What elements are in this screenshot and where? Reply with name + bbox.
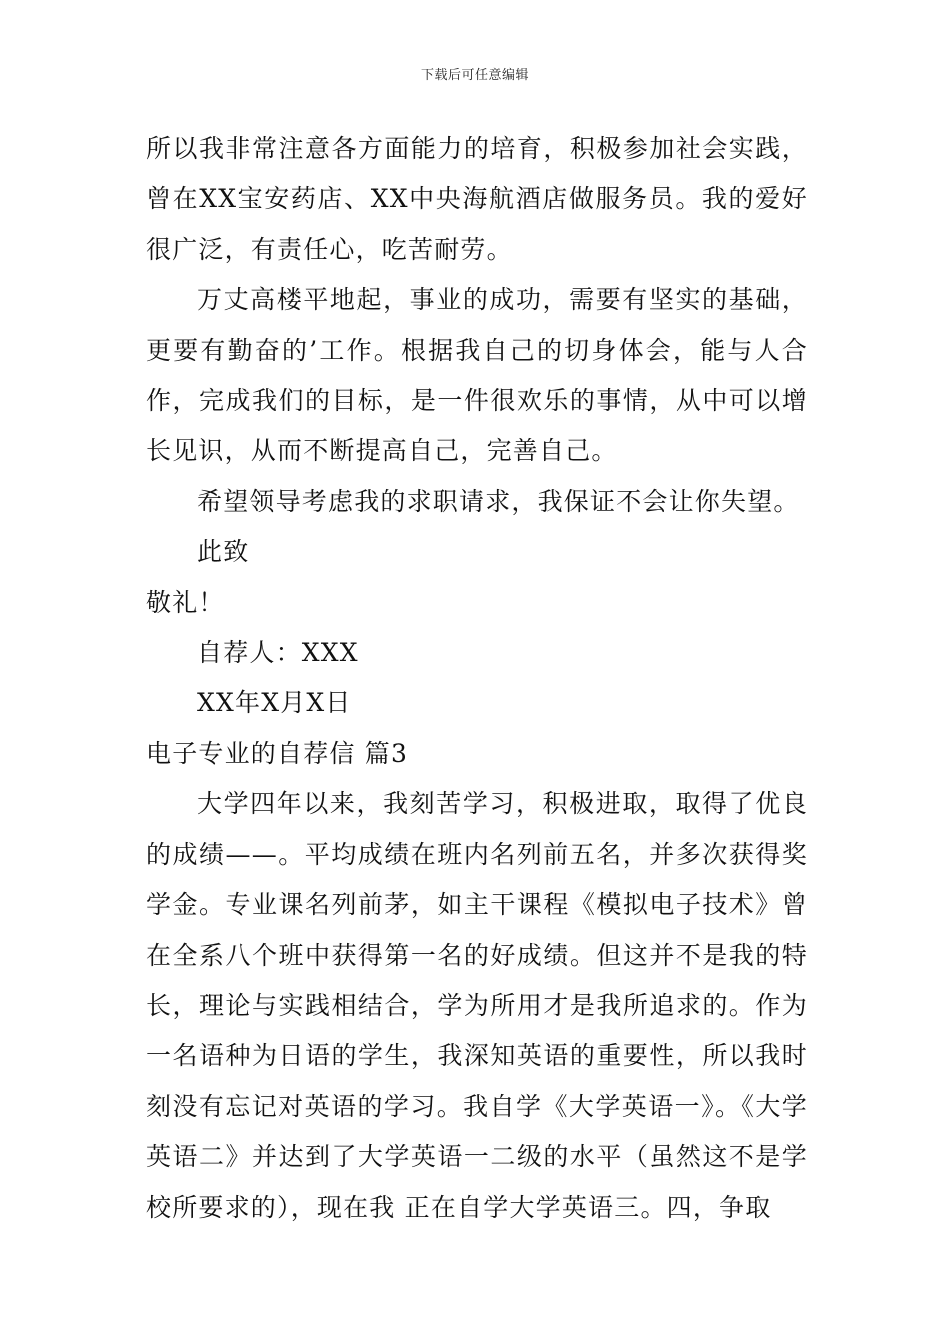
closing-salutation: 此致 (197, 537, 250, 567)
closing-regards: 敬礼！ (146, 587, 225, 617)
paragraph-study-record: 大学四年以来，我刻苦学习，积极进取，取得了优良的成绩——。平均成绩在班内名列前五名，并多次获得奖学金。专业课名列前茅，如主干课程《模拟电子技术》曾在全系八个班中获得第一名的好成绩。但这并不是我的特长，理论与实践相结合，学为所用才是我所追求的。作为一名语种为日语的学生，我深知英语的重要性，所以我时刻没有忘记对英语的学习。我自学《大学英语一》。《大学英语二》并达到了大学英语一二级的水平（虽然这不是学校所要求的），现在我 正在自学大学英语三。四，争取 (146, 789, 808, 1222)
section-heading: 电子专业的自荐信 篇3 (146, 738, 409, 768)
paragraph-self-introduction: 所以我非常注意各方面能力的培育，积极参加社会实践，曾在XX宝安药店、XX中央海航酒店做服务员。我的爱好很广泛，有责任心，吃苦耐劳。 (146, 134, 808, 264)
document-body (146, 124, 808, 1233)
date-line: XX年X月X日 (197, 688, 352, 718)
paragraph-request: 希望领导考虑我的求职请求，我保证不会让你失望。 (197, 486, 800, 516)
paragraph-work-attitude: 万丈高楼平地起，事业的成功，需要有坚实的基础，更要有勤奋的’工作。根据我自己的切身体会，能与人合作，完成我们的目标，是一件很欢乐的事情，从中可以增长见识，从而不断提高自己，完善自己。 (146, 285, 808, 466)
signature-line: 自荐人：XXX (197, 638, 359, 668)
page-header: 下载后可任意编辑 (420, 68, 529, 83)
